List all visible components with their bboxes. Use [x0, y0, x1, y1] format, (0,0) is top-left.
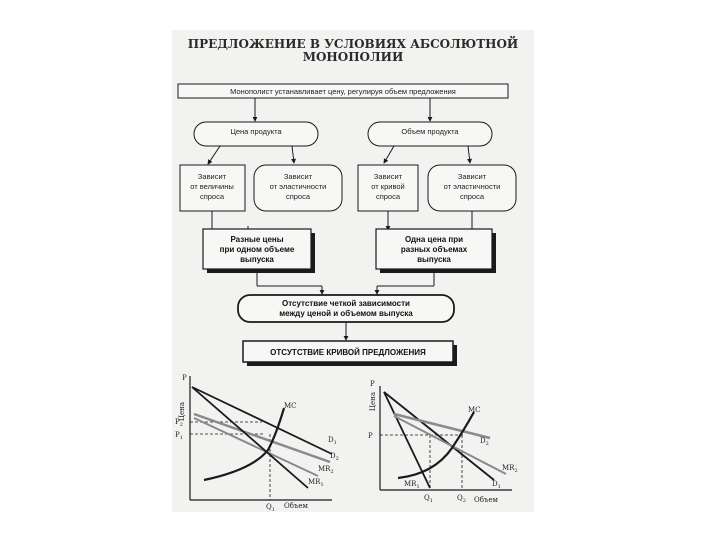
- volume-branch-text: Объем продукта: [401, 127, 459, 136]
- depends-elasticity-left-l3: спроса: [285, 192, 311, 201]
- right-mr2-label: $MR_2$: [502, 464, 518, 474]
- right-q1-label: $Q_1$: [424, 494, 433, 504]
- depends-demand-size-l3: спроса: [199, 192, 225, 201]
- no-supply-text: ОТСУТСТВИЕ КРИВОЙ ПРЕДЛОЖЕНИЯ: [270, 348, 426, 357]
- title-line-2: МОНОПОЛИИ: [302, 50, 404, 64]
- graph-right: [368, 380, 518, 504]
- left-y-letter: P: [182, 374, 187, 382]
- depends-elasticity-right-l3: спроса: [459, 192, 485, 201]
- left-p2-label: $P_2$: [175, 418, 183, 428]
- right-d1-label: $D_1$: [492, 480, 501, 490]
- right-y-label: Цена: [369, 392, 377, 412]
- depends-elasticity-left-l1: Зависит: [283, 172, 313, 181]
- depends-demand-size-l2: от величины: [190, 182, 234, 191]
- left-mc-label: MC: [284, 402, 297, 410]
- scanned-page: [172, 30, 534, 512]
- price-branch-text: Цена продукта: [230, 127, 282, 136]
- right-mr1-curve: [384, 392, 430, 488]
- depends-demand-size-l1: Зависит: [197, 172, 227, 181]
- right-q2-label: $Q_2$: [457, 494, 466, 504]
- right-mr1-label: $MR_1$: [404, 480, 420, 490]
- graph-left: [175, 374, 339, 512]
- top-box-text: Монополист устанавливает цену, регулируя объем предложения: [230, 87, 456, 96]
- result-left-l1: Разные цены: [230, 235, 284, 244]
- result-right-l2: разных объемах: [400, 245, 468, 254]
- right-y-letter: P: [370, 380, 375, 388]
- title-line-1: ПРЕДЛОЖЕНИЕ В УСЛОВИЯХ АБСОЛЮТНОЙ: [187, 37, 519, 51]
- left-mc-curve: [204, 408, 284, 480]
- right-x-label: Объем: [474, 496, 498, 504]
- depends-elasticity-right-l2: от эластичности: [443, 182, 501, 191]
- diagram-canvas: [172, 30, 534, 512]
- no-relation-l2: между ценой и объемом выпуска: [279, 309, 413, 318]
- no-relation-l1: Отсутствие четкой зависимости: [282, 299, 410, 308]
- arrow-volume-to-curve: [384, 146, 394, 163]
- right-p-label: P: [368, 432, 373, 440]
- left-mr2-curve: [194, 418, 318, 476]
- result-right-l1: Одна цена при: [404, 235, 464, 244]
- arrow-volume-to-elasticity: [468, 146, 470, 163]
- depends-elasticity-left-l2: от эластичности: [269, 182, 327, 191]
- arrow-price-to-demand: [208, 146, 220, 164]
- left-mr1-label: $MR_1$: [308, 478, 324, 488]
- result-right-l3: выпуска: [417, 255, 451, 264]
- depends-demand-curve-l2: от кривой: [371, 182, 405, 191]
- right-d2-label: $D_2$: [480, 437, 489, 447]
- result-left-l2: при одном объеме: [219, 245, 295, 254]
- right-mr2-curve: [394, 416, 506, 474]
- left-x-label: Объем: [284, 502, 308, 510]
- left-d2-label: $D_2$: [330, 452, 339, 462]
- result-left-l3: выпуска: [240, 255, 274, 264]
- right-d2-curve: [394, 414, 490, 438]
- left-mr2-label: $MR_2$: [318, 465, 334, 475]
- depends-elasticity-right-l1: Зависит: [457, 172, 487, 181]
- depends-demand-curve-l1: Зависит: [373, 172, 403, 181]
- right-mc-label: MC: [468, 406, 481, 414]
- left-q1-label: $Q_1$: [266, 503, 275, 512]
- depends-demand-curve-l3: спроса: [375, 192, 401, 201]
- left-p1-label: $P_1$: [175, 431, 183, 441]
- arrow-price-to-elasticity: [292, 146, 294, 163]
- left-y-label: Цена: [178, 402, 186, 422]
- left-d1-label: $D_1$: [328, 436, 337, 446]
